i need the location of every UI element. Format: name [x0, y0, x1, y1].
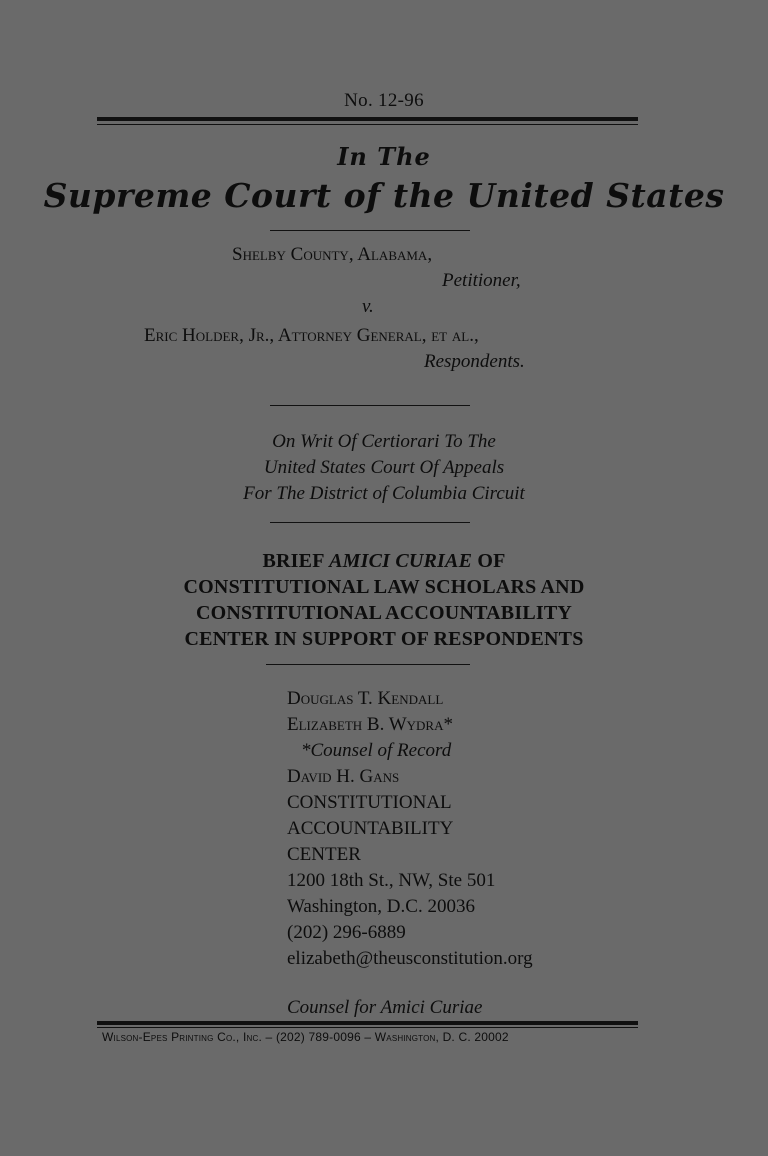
counsel-for: Counsel for Amici Curiae — [287, 997, 483, 1018]
brief-title-line-4: CENTER IN SUPPORT OF RESPONDENTS — [184, 628, 584, 650]
writ-line-2: United States Court Of Appeals — [263, 457, 505, 478]
printer-credit: Wilson-Epes Printing Co., Inc. – (202) 789-0096 – Washington, D. C. 20002 — [102, 1030, 509, 1044]
divider-rule — [266, 664, 470, 665]
brief-of: OF — [477, 550, 506, 572]
phone-line: (202) 296-6889 — [287, 922, 406, 943]
address-line: 1200 18th St., NW, Ste 501 — [287, 870, 496, 891]
respondent-role: Respondents. — [424, 351, 525, 372]
court-name: Supreme Court of the United States — [43, 176, 725, 215]
divider-rule — [270, 230, 470, 231]
divider-rule — [270, 522, 470, 523]
top-rule-thick — [97, 117, 638, 121]
brief-title-line-3: CONSTITUTIONAL ACCOUNTABILITY — [195, 602, 573, 624]
counsel-name-1: Douglas T. Kendall — [287, 688, 444, 709]
divider-rule — [270, 405, 470, 406]
org-line-3: CENTER — [287, 844, 361, 865]
brief-title-line-2: CONSTITUTIONAL LAW SCHOLARS AND — [183, 576, 585, 598]
brief-prefix: BRIEF — [262, 550, 324, 572]
counsel-name-2: Elizabeth B. Wydra* — [287, 714, 453, 735]
petitioner-role: Petitioner, — [442, 270, 521, 291]
org-line-2: ACCOUNTABILITY — [287, 818, 454, 839]
amici-curiae: AMICI CURIAE — [329, 550, 473, 572]
versus: v. — [362, 296, 374, 317]
writ-line-3: For The District of Columbia Circuit — [243, 483, 525, 504]
writ-line-1: On Writ Of Certiorari To The — [272, 431, 496, 452]
city-line: Washington, D.C. 20036 — [287, 896, 475, 917]
top-rule-thin — [97, 124, 638, 125]
respondent-name: Eric Holder, Jr., Attorney General, et al., — [144, 325, 479, 346]
counsel-of-record: *Counsel of Record — [301, 740, 452, 761]
org-line-1: CONSTITUTIONAL — [287, 792, 452, 813]
footer-rule-thick — [97, 1021, 638, 1025]
footer-rule-thin — [97, 1027, 638, 1028]
docket-number: No. 12-96 — [344, 90, 424, 111]
email-line: elizabeth@theusconstitution.org — [287, 948, 533, 969]
counsel-name-3: David H. Gans — [287, 766, 400, 787]
in-the-heading: In The — [337, 142, 431, 171]
counsel-block — [287, 686, 533, 972]
brief-title-line-1 — [0, 548, 768, 574]
petitioner-name: Shelby County, Alabama, — [232, 244, 433, 265]
